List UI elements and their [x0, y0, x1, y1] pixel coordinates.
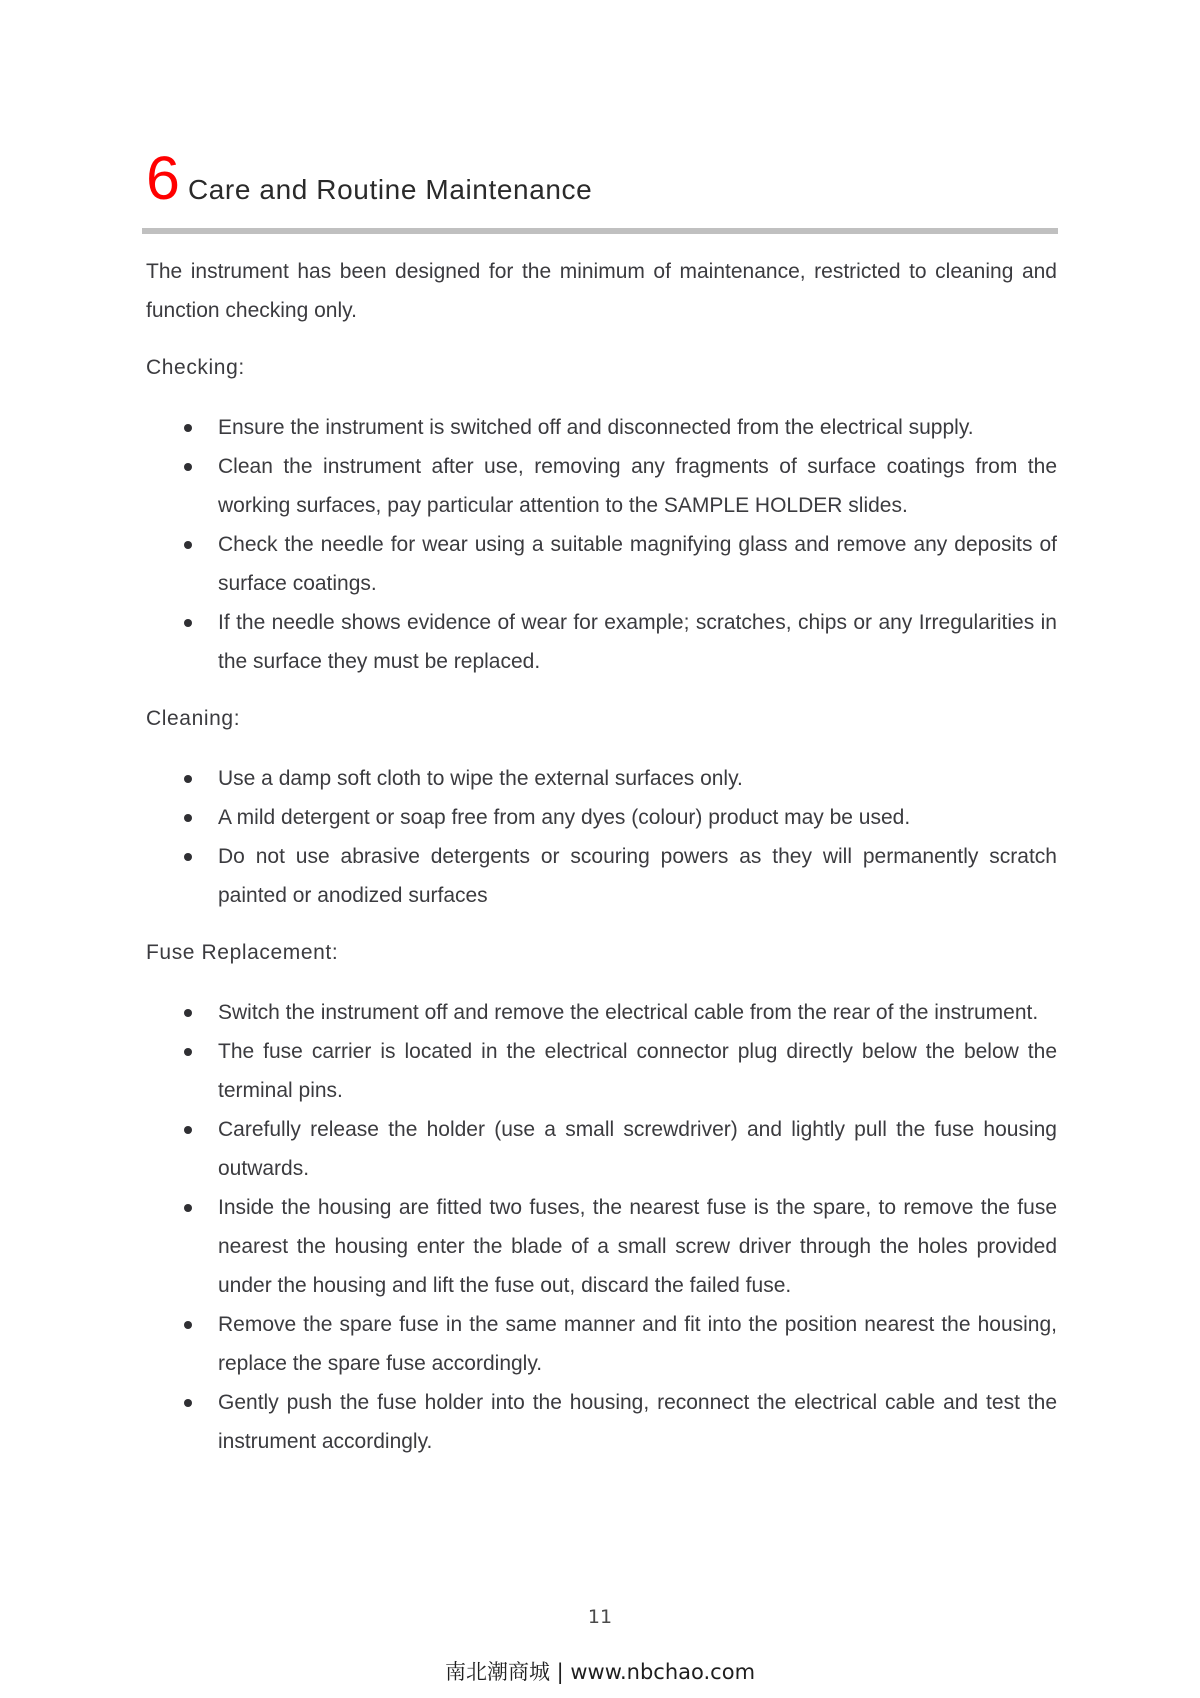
bullet-icon [184, 619, 192, 627]
bullet-icon [184, 775, 192, 783]
list-item-text: Clean the instrument after use, removing any fragments of surface coatings from the working surfaces, pay particular attention to the SAMPLE HOLDER slides. [218, 455, 1057, 517]
bullet-icon [184, 1048, 192, 1056]
section-label-checking: Checking: [146, 356, 245, 379]
list-item-text: Check the needle for wear using a suitable magnifying glass and remove any deposits of surface coatings. [218, 533, 1057, 595]
intro-paragraph: The instrument has been designed for the minimum of maintenance, restricted to cleaning and function checking only. [146, 260, 1057, 322]
list-item [146, 408, 1057, 447]
list-item [146, 1110, 1057, 1188]
bullet-icon [184, 1126, 192, 1134]
list-item-text: Use a damp soft cloth to wipe the external surfaces only. [218, 767, 743, 790]
chapter-title: Care and Routine Maintenance [187, 174, 593, 205]
chapter-number: 6 [146, 144, 180, 212]
list-item-text: Ensure the instrument is switched off and disconnected from the electrical supply. [218, 416, 974, 439]
bullet-icon [184, 541, 192, 549]
list-item [146, 1383, 1057, 1461]
bullet-icon [184, 463, 192, 471]
fuse-replacement-list [146, 993, 1057, 1461]
list-item-text: A mild detergent or soap free from any dyes (colour) product may be used. [218, 806, 911, 829]
heading-divider [142, 228, 1058, 234]
list-item-text: If the needle shows evidence of wear for example; scratches, chips or any Irregularities in the surface they must be replaced. [218, 611, 1057, 673]
bullet-icon [184, 1009, 192, 1017]
list-item-text: Switch the instrument off and remove the electrical cable from the rear of the instrument. [218, 1001, 1039, 1024]
body-content [146, 252, 1057, 1461]
list-item [146, 1032, 1057, 1110]
section-label-cleaning: Cleaning: [146, 707, 241, 730]
list-item [146, 837, 1057, 915]
bullet-icon [184, 814, 192, 822]
list-item-text: Inside the housing are fitted two fuses, the nearest fuse is the spare, to remove the fuse nearest the housing enter the blade of a small screw driver through the holes provided under the housing and lift the fuse out, discard the failed fuse. [218, 1196, 1057, 1297]
list-item [146, 1188, 1057, 1305]
section-label-fuse-replacement: Fuse Replacement: [146, 941, 339, 964]
list-item-text: Do not use abrasive detergents or scouring powers as they will permanently scratch painted or anodized surfaces [218, 845, 1057, 907]
chapter-heading [146, 144, 593, 212]
list-item [146, 525, 1057, 603]
bullet-icon [184, 1321, 192, 1329]
list-item-text: Carefully release the holder (use a small screwdriver) and lightly pull the fuse housing outwards. [218, 1118, 1057, 1180]
list-item [146, 993, 1057, 1032]
checking-list [146, 408, 1057, 681]
cleaning-list [146, 759, 1057, 915]
list-item [146, 603, 1057, 681]
list-item-text: Remove the spare fuse in the same manner and fit into the position nearest the housing, replace the spare fuse accordingly. [218, 1313, 1057, 1375]
list-item [146, 759, 1057, 798]
list-item [146, 447, 1057, 525]
list-item [146, 1305, 1057, 1383]
page-number: 11 [587, 1606, 613, 1628]
list-item-text: Gently push the fuse holder into the housing, reconnect the electrical cable and test the instrument accordingly. [218, 1391, 1057, 1453]
list-item-text: The fuse carrier is located in the electrical connector plug directly below the below the terminal pins. [218, 1040, 1057, 1102]
site-watermark: 南北潮商城 | www.nbchao.com [444, 1660, 756, 1684]
bullet-icon [184, 1399, 192, 1407]
bullet-icon [184, 1204, 192, 1212]
bullet-icon [184, 424, 192, 432]
bullet-icon [184, 853, 192, 861]
list-item [146, 798, 1057, 837]
